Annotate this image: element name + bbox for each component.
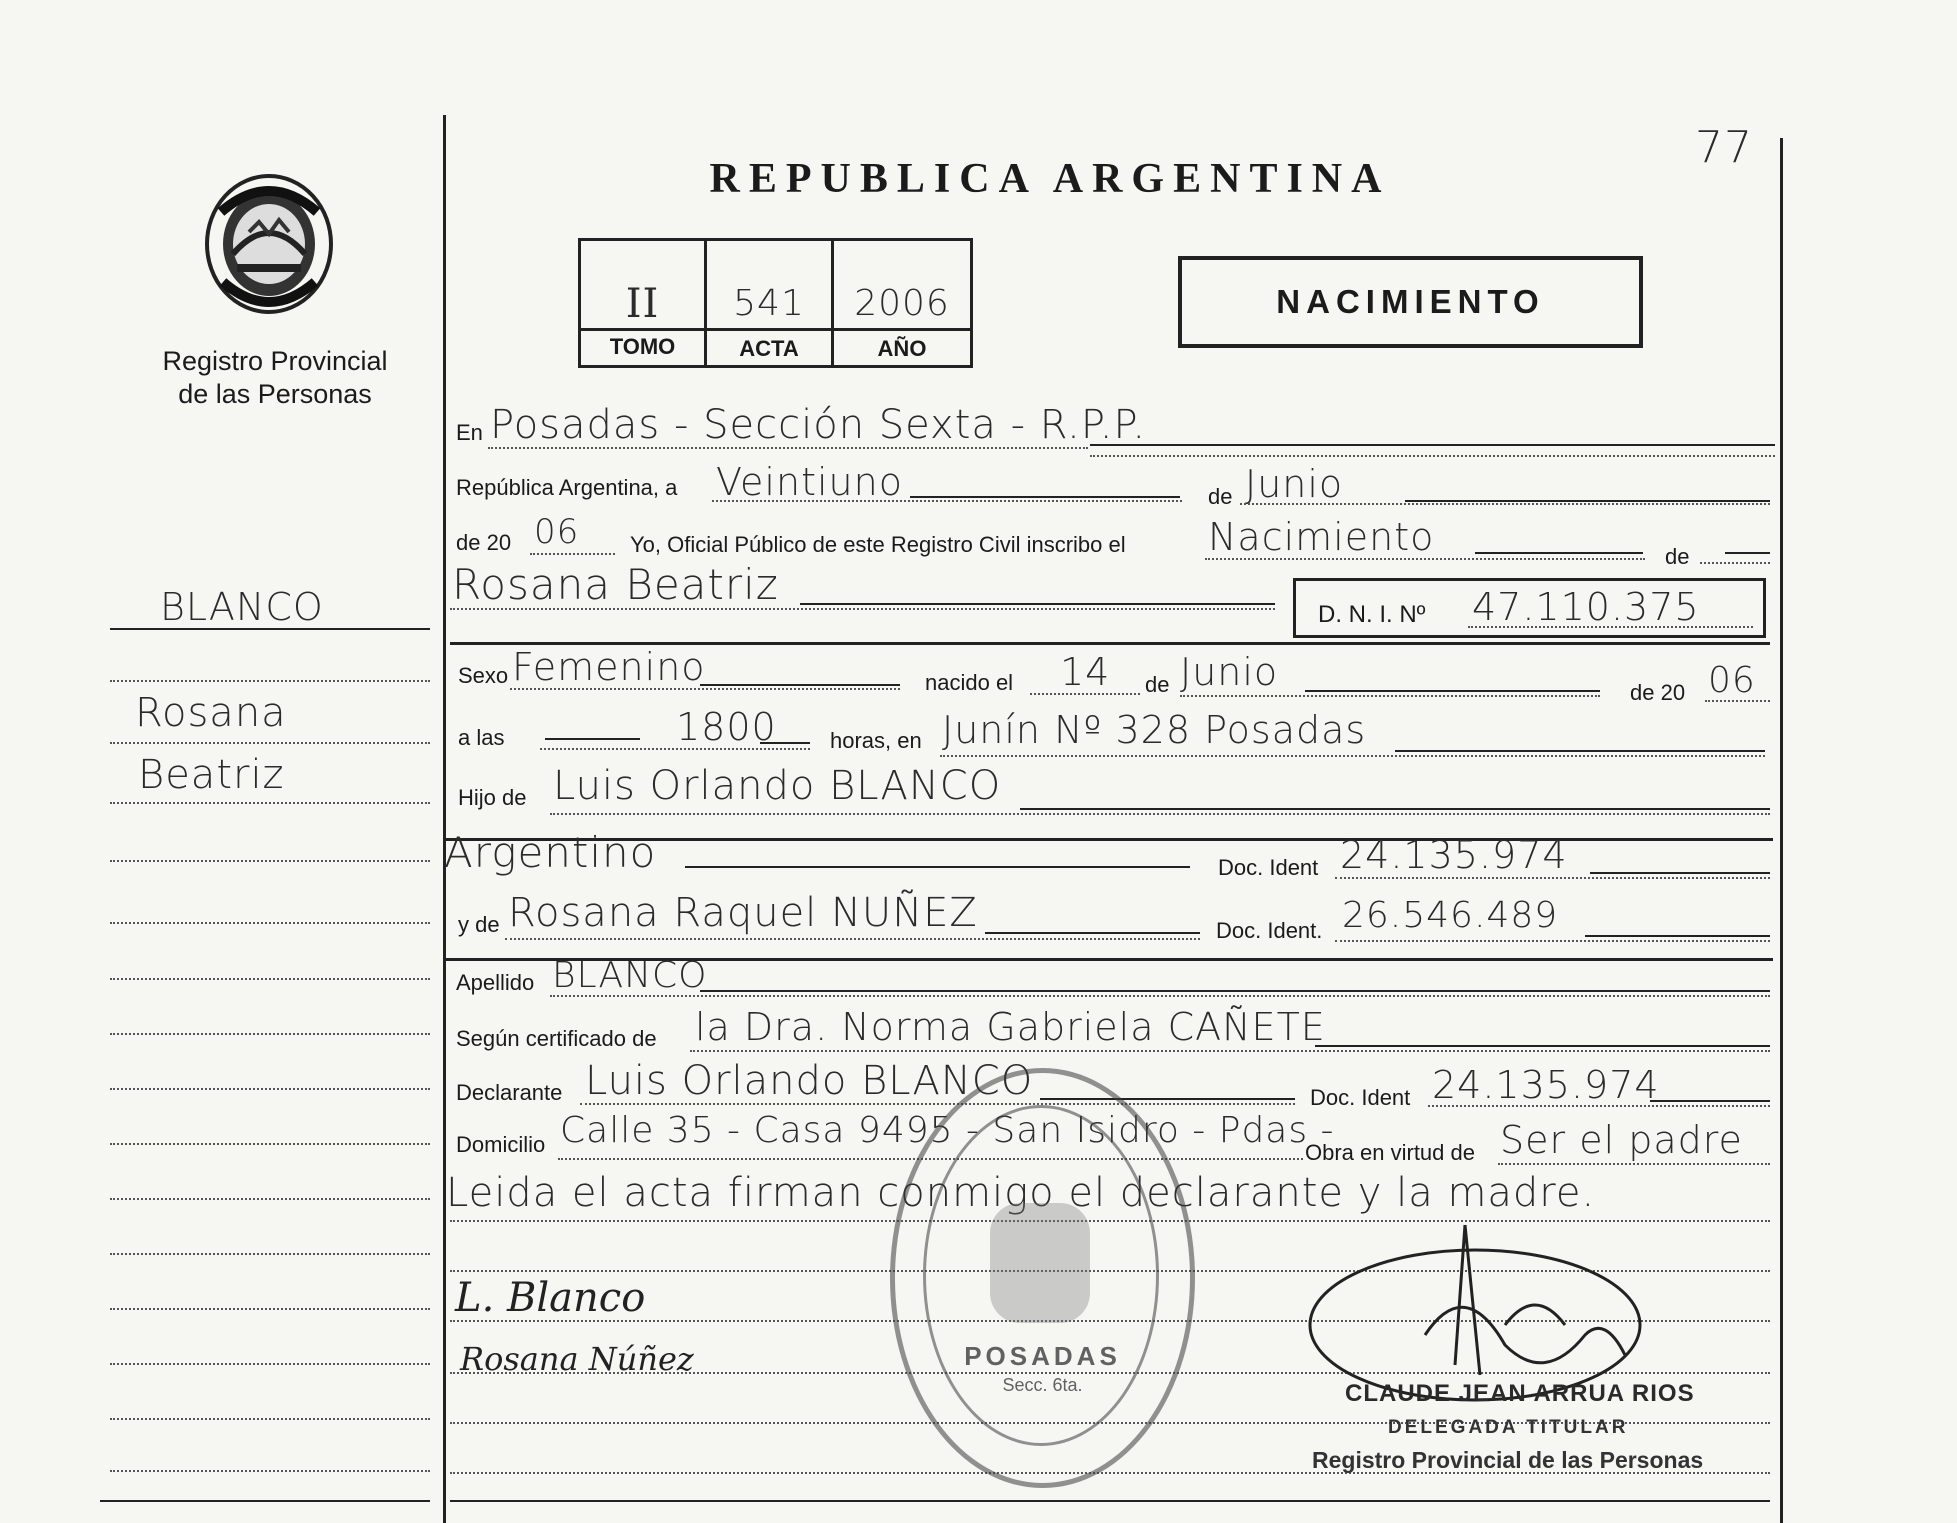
official-title: DELEGADA TITULAR bbox=[1388, 1417, 1629, 1438]
anio-label: AÑO bbox=[877, 336, 927, 361]
dni-label: D. N. I. Nº bbox=[1318, 601, 1426, 628]
domicilio-label: Domicilio bbox=[456, 1132, 546, 1157]
sexo-value: Femenino bbox=[512, 645, 706, 689]
father-doc-value: 24.135.974 bbox=[1340, 833, 1568, 877]
declarante-doc-label: Doc. Ident bbox=[1310, 1085, 1411, 1110]
act-type-value: Nacimiento bbox=[1208, 515, 1435, 559]
a-las-label: a las bbox=[458, 725, 505, 750]
mother-signature: Rosana Núñez bbox=[460, 1340, 694, 1378]
segun-label: Según certificado de bbox=[456, 1026, 657, 1051]
mother-doc-label: Doc. Ident. bbox=[1216, 918, 1323, 943]
year-suffix-value: 06 bbox=[534, 512, 580, 552]
declarante-label: Declarante bbox=[456, 1080, 563, 1105]
en-label: En bbox=[456, 420, 483, 445]
year-prefix-label: de 20 bbox=[456, 530, 512, 555]
mother-name-value: Rosana Raquel NUÑEZ bbox=[508, 890, 978, 936]
margin-divider bbox=[443, 115, 446, 1523]
official-signature-drawing bbox=[1305, 1215, 1645, 1405]
child-name-value: Rosana Beatriz bbox=[452, 560, 779, 609]
acta-value: 541 bbox=[733, 283, 805, 324]
stamp-center-text: POSADAS bbox=[964, 1341, 1121, 1371]
y-de-label: y de bbox=[458, 912, 500, 937]
right-border bbox=[1780, 138, 1783, 1523]
declarante-doc-value: 24.135.974 bbox=[1432, 1063, 1660, 1107]
father-nationality-value: Argentino bbox=[444, 828, 657, 877]
institution-line2: de las Personas bbox=[178, 379, 372, 409]
certificate-by-value: la Dra. Norma Gabriela CAÑETE bbox=[695, 1005, 1326, 1049]
acta-label: ACTA bbox=[739, 336, 799, 361]
father-name-value: Luis Orlando BLANCO bbox=[553, 763, 1002, 809]
domicilio-value: Calle 35 - Casa 9495 - San Isidro - Pdas - bbox=[560, 1110, 1335, 1151]
margin-surname: BLANCO bbox=[160, 585, 324, 629]
de-label-2: de bbox=[1665, 544, 1690, 569]
margin-name2: Beatriz bbox=[138, 752, 285, 798]
obra-value: Ser el padre bbox=[1500, 1118, 1743, 1162]
obra-label: Obra en virtud de bbox=[1305, 1140, 1475, 1165]
nacido-label: nacido el bbox=[925, 670, 1014, 695]
de-label-1: de bbox=[1208, 484, 1233, 509]
official-name: CLAUDE JEAN ARRUA RIOS bbox=[1345, 1380, 1695, 1407]
page-number: 77 bbox=[1695, 122, 1753, 173]
tomo-label: TOMO bbox=[609, 334, 676, 359]
stamp-sub-text: Secc. 6ta. bbox=[1002, 1375, 1083, 1395]
dni-box bbox=[1293, 578, 1766, 638]
month-value: Junio bbox=[1245, 462, 1344, 506]
place-value: Posadas - Sección Sexta - R.P.P. bbox=[490, 402, 1147, 448]
official-stamp bbox=[890, 1068, 1195, 1488]
birth-year-suffix-value: 06 bbox=[1708, 660, 1756, 701]
apellido-label: Apellido bbox=[456, 970, 535, 995]
leida-text: Leida el acta firman conmigo el declarante y la madre. bbox=[446, 1170, 1596, 1216]
declarante-name-value: Luis Orlando BLANCO bbox=[585, 1058, 1034, 1104]
dni-value: 47.110.375 bbox=[1472, 585, 1700, 629]
margin-name1: Rosana bbox=[135, 690, 287, 736]
tomo-value: II bbox=[625, 281, 660, 327]
official-org: Registro Provincial de las Personas bbox=[1312, 1447, 1704, 1473]
country-title: REPUBLICA ARGENTINA bbox=[709, 156, 1391, 202]
birth-year-prefix-label: de 20 bbox=[1630, 680, 1686, 705]
hijo-label: Hijo de bbox=[458, 785, 527, 810]
stamp-emblem bbox=[990, 1203, 1090, 1323]
birth-month-value: Junio bbox=[1180, 650, 1279, 694]
institution-name bbox=[150, 345, 400, 411]
anio-value: 2006 bbox=[854, 283, 950, 324]
de-label-3: de bbox=[1145, 672, 1170, 697]
declarante-signature: L. Blanco bbox=[455, 1275, 646, 1321]
sexo-label: Sexo bbox=[458, 663, 509, 688]
document-type-box: NACIMIENTO bbox=[1178, 256, 1643, 348]
republica-label: República Argentina, a bbox=[456, 475, 678, 500]
birth-time-value: 1800 bbox=[676, 705, 777, 749]
apellido-value: BLANCO bbox=[552, 955, 708, 996]
father-doc-label: Doc. Ident bbox=[1218, 855, 1319, 880]
misiones-seal-emblem bbox=[203, 172, 335, 317]
horas-label: horas, en bbox=[830, 728, 922, 753]
birth-day-value: 14 bbox=[1060, 650, 1111, 694]
register-table bbox=[578, 238, 973, 368]
mother-doc-value: 26.546.489 bbox=[1342, 895, 1559, 936]
day-words-value: Veintiuno bbox=[716, 460, 903, 504]
birth-place-value: Junín Nº 328 Posadas bbox=[942, 708, 1367, 752]
institution-line1: Registro Provincial bbox=[162, 346, 388, 376]
yo-text: Yo, Oficial Público de este Registro Civil inscribo el bbox=[630, 532, 1126, 557]
